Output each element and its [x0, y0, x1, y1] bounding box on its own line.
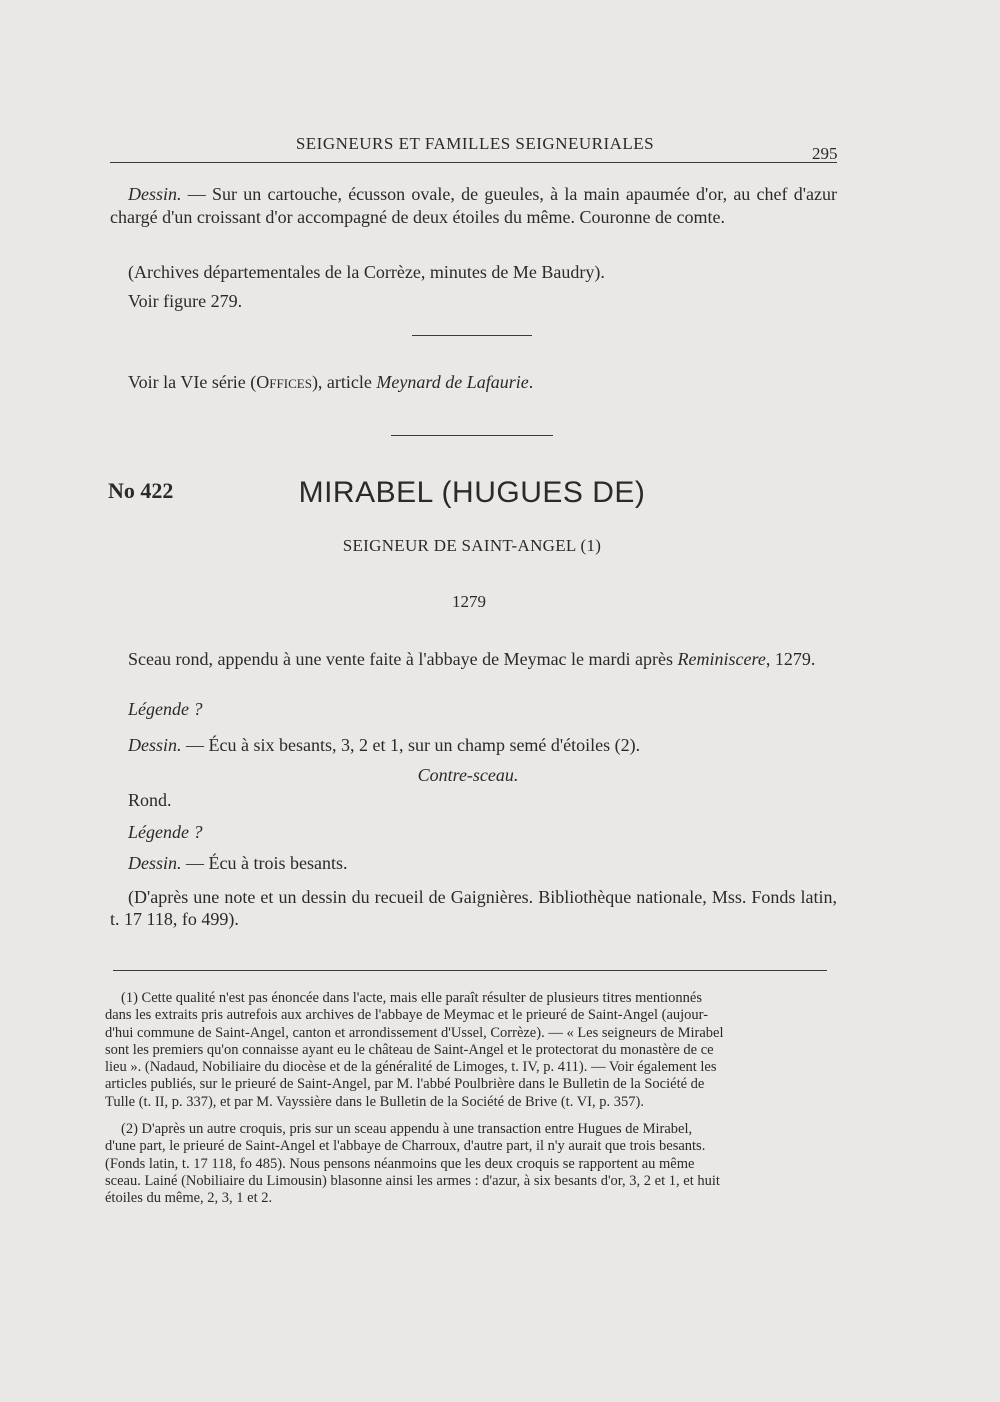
footnote-rule [113, 970, 827, 971]
entry-subtitle: SEIGNEUR DE SAINT-ANGEL (1) [342, 536, 602, 555]
seal-desc-part-1: Sceau rond, appendu à une vente faite à l'abbaye de Meymac le mardi après [128, 649, 678, 669]
dessin-1-label: Dessin. [128, 735, 182, 755]
footnote-2-line: sceau. Lainé (Nobiliaire du Limousin) blasonne ainsi les armes : d'azur, à six besants d'or, 3, 2 et 1, et huit [105, 1172, 720, 1189]
entry-year: 1279 [452, 592, 486, 611]
running-head: SEIGNEURS ET FAMILLES SEIGNEURIALES [295, 134, 655, 153]
cross-ref-article: Meynard de Lafaurie [376, 372, 529, 392]
seal-desc-part-2: , 1279. [765, 649, 816, 669]
footnote-2 [105, 1121, 827, 1207]
previous-dessin-paragraph [110, 183, 837, 229]
seal-desc-italic: Reminiscere [677, 649, 766, 669]
dessin-text: — Sur un cartouche, écusson ovale, de gueules, à la main apaumée d'or, au chef d'azur chargé d'un croissant d'or accompagné de deux étoiles du même. Couronne de comte. [110, 184, 837, 227]
cross-ref-middle: ), article [311, 372, 377, 392]
source-paragraph [110, 886, 837, 930]
footnote-2-line: étoiles du même, 2, 3, 1 et 2. [105, 1190, 273, 1207]
legende-2-text: Légende ? [128, 822, 203, 842]
legende-1 [110, 697, 837, 721]
legende-2 [110, 820, 837, 844]
cross-reference-paragraph [110, 370, 837, 394]
footnote-2-line: d'une part, le prieuré de Saint-Angel et l'abbaye de Charroux, d'autre part, il n'y aurait que trois besants. [105, 1138, 706, 1155]
footnote-1-line: (1) Cette qualité n'est pas énoncée dans l'acte, mais elle paraît résulter de plusieurs titres mentionnés [121, 990, 702, 1006]
footnote-1-line: lieu ». (Nadaud, Nobiliaire du diocèse et de la généralité de Limoges, t. IV, p. 411). — Voir également les [105, 1059, 717, 1076]
dessin-1 [110, 733, 837, 757]
footnote-1-line: dans les extraits pris autrefois aux archives de l'abbaye de Meymac et le prieuré de Saint-Angel (aujour- [105, 1007, 709, 1024]
legende-1-text: Légende ? [128, 699, 203, 719]
rond [110, 788, 837, 812]
entry-number-value: 422 [140, 478, 174, 503]
dessin-2-label: Dessin. [128, 853, 182, 873]
dessin-1-text: — Écu à six besants, 3, 2 et 1, sur un champ semé d'étoiles (2). [181, 735, 641, 755]
cross-ref-suffix: . [528, 372, 534, 392]
section-rule-1 [412, 335, 532, 336]
archives-paragraph [110, 260, 837, 284]
contre-sceau-heading: Contre-sceau. [417, 765, 519, 785]
figure-ref-paragraph [110, 289, 837, 313]
cross-ref-offices: Offices [256, 372, 312, 392]
figure-ref-text: Voir figure 279. [128, 291, 243, 311]
footnote-1 [105, 990, 827, 1111]
footnote-2-line: (2) D'après un autre croquis, pris sur un sceau appendu à une transaction entre Hugues de Mirabel, [121, 1121, 693, 1137]
footnote-1-line: d'hui commune de Saint-Angel, canton et arrondissement d'Ussel, Corrèze). — « Les seigneurs de Mirabel [105, 1024, 724, 1041]
source-text: (D'après une note et un dessin du recueil de Gaignières. Bibliothèque nationale, Mss. Fonds latin, t. 17 118, fo 499). [110, 887, 837, 929]
page-number: 295 [812, 144, 838, 163]
entry-title: MIRABEL (HUGUES DE) [298, 476, 646, 509]
header-rule [110, 162, 837, 163]
entry-number-prefix: No [108, 478, 135, 503]
cross-ref-prefix: Voir la VIe série ( [128, 372, 257, 392]
dessin-label: Dessin. [128, 184, 182, 204]
dessin-2 [110, 851, 837, 875]
footnote-1-line: articles publiés, sur le prieuré de Saint-Angel, par M. l'abbé Poulbrière dans le Bulletin de la Société de [105, 1076, 705, 1093]
footnote-2-line: (Fonds latin, t. 17 118, fo 485). Nous pensons néanmoins que les deux croquis se rapportent au même [105, 1155, 695, 1172]
section-rule-2 [391, 435, 553, 436]
dessin-2-text: — Écu à trois besants. [181, 853, 348, 873]
archives-text: (Archives départementales de la Corrèze, minutes de Me Baudry). [128, 262, 605, 282]
rond-text: Rond. [128, 790, 172, 810]
footnote-1-line: Tulle (t. II, p. 337), et par M. Vayssière dans le Bulletin de la Société de Brive (t. VI, p. 357). [105, 1093, 644, 1110]
seal-description [110, 648, 837, 670]
footnote-1-line: sont les premiers qu'on connaisse ayant eu le château de Saint-Angel et le protectorat du monastère de ce [105, 1041, 714, 1058]
